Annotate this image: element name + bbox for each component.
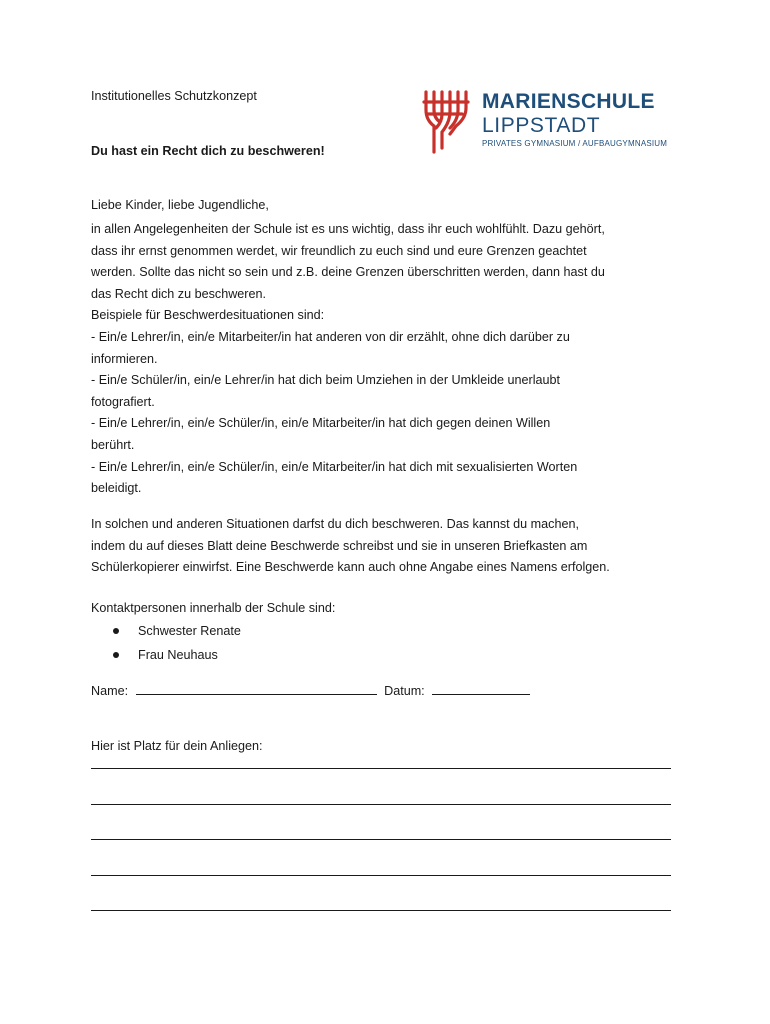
body-line: - Ein/e Lehrer/in, ein/e Schüler/in, ein/e Mitarbeiter/in hat dich mit sexualisierten Worten (91, 459, 578, 474)
greeting: Liebe Kinder, liebe Jugendliche, (91, 198, 269, 212)
document-subject: Du hast ein Recht dich zu beschweren! (91, 144, 325, 158)
contact-item (113, 619, 241, 643)
concern-writing-line[interactable] (91, 768, 671, 769)
name-field[interactable] (136, 681, 377, 695)
name-label: Name: (91, 684, 129, 698)
concern-writing-line[interactable] (91, 804, 671, 805)
concern-writing-line[interactable] (91, 839, 671, 840)
date-field[interactable] (432, 681, 530, 695)
body-line: in allen Angelegenheiten der Schule ist es uns wichtig, dass ihr euch wohlfühlt. Dazu gehört, (91, 222, 605, 236)
contact-name: Frau Neuhaus (138, 648, 218, 662)
body-line: - Ein/e Schüler/in, ein/e Lehrer/in hat dich beim Umziehen in der Umkleide unerlaubt (91, 373, 561, 388)
body-line: beleidigt. (91, 481, 142, 496)
school-logo-mark (420, 88, 476, 154)
body-line: fotografiert. (91, 394, 155, 409)
instructions-line: In solchen und anderen Situationen darfst du dich beschweren. Das kannst du machen, (91, 517, 579, 531)
date-label: Datum: (384, 684, 425, 698)
body-line: das Recht dich zu beschweren. (91, 286, 267, 301)
name-date-row (91, 681, 530, 702)
body-line: dass ihr ernst genommen werdet, wir freundlich zu euch sind und eure Grenzen geachtet (91, 243, 587, 258)
body-paragraph (91, 219, 681, 500)
document-header-title: Institutionelles Schutzkonzept (91, 89, 257, 103)
body-line: - Ein/e Lehrer/in, ein/e Mitarbeiter/in hat anderen von dir erzählt, ohne dich darüber zu (91, 329, 570, 344)
body-line: werden. Sollte das nicht so sein und z.B. deine Grenzen überschritten werden, dann hast du (91, 265, 605, 280)
instructions-paragraph (91, 514, 610, 579)
bullet-icon (113, 628, 119, 634)
body-line: - Ein/e Lehrer/in, ein/e Schüler/in, ein/e Mitarbeiter/in hat dich gegen deinen Willen (91, 416, 551, 431)
contact-item (113, 643, 241, 667)
body-line: Beispiele für Beschwerdesituationen sind: (91, 308, 325, 323)
concern-label: Hier ist Platz für dein Anliegen: (91, 739, 263, 753)
bullet-icon (113, 652, 119, 658)
concern-writing-line[interactable] (91, 910, 671, 911)
instructions-line: indem du auf dieses Blatt deine Beschwerde schreibst und sie in unseren Briefkasten am (91, 538, 588, 553)
contacts-title: Kontaktpersonen innerhalb der Schule sind: (91, 601, 336, 615)
school-logo-subtitle: PRIVATES GYMNASIUM / AUFBAUGYMNASIUM (482, 139, 668, 148)
school-logo (420, 88, 680, 160)
body-line: informieren. (91, 351, 158, 366)
body-line: berührt. (91, 437, 135, 452)
concern-writing-line[interactable] (91, 875, 671, 876)
school-logo-name: MARIENSCHULE (482, 90, 655, 113)
instructions-line: Schülerkopierer einwirfst. Eine Beschwerde kann auch ohne Angabe eines Namens erfolgen. (91, 560, 610, 575)
school-logo-city: LIPPSTADT (482, 114, 601, 137)
contact-name: Schwester Renate (138, 624, 241, 638)
contacts-list (113, 619, 241, 667)
